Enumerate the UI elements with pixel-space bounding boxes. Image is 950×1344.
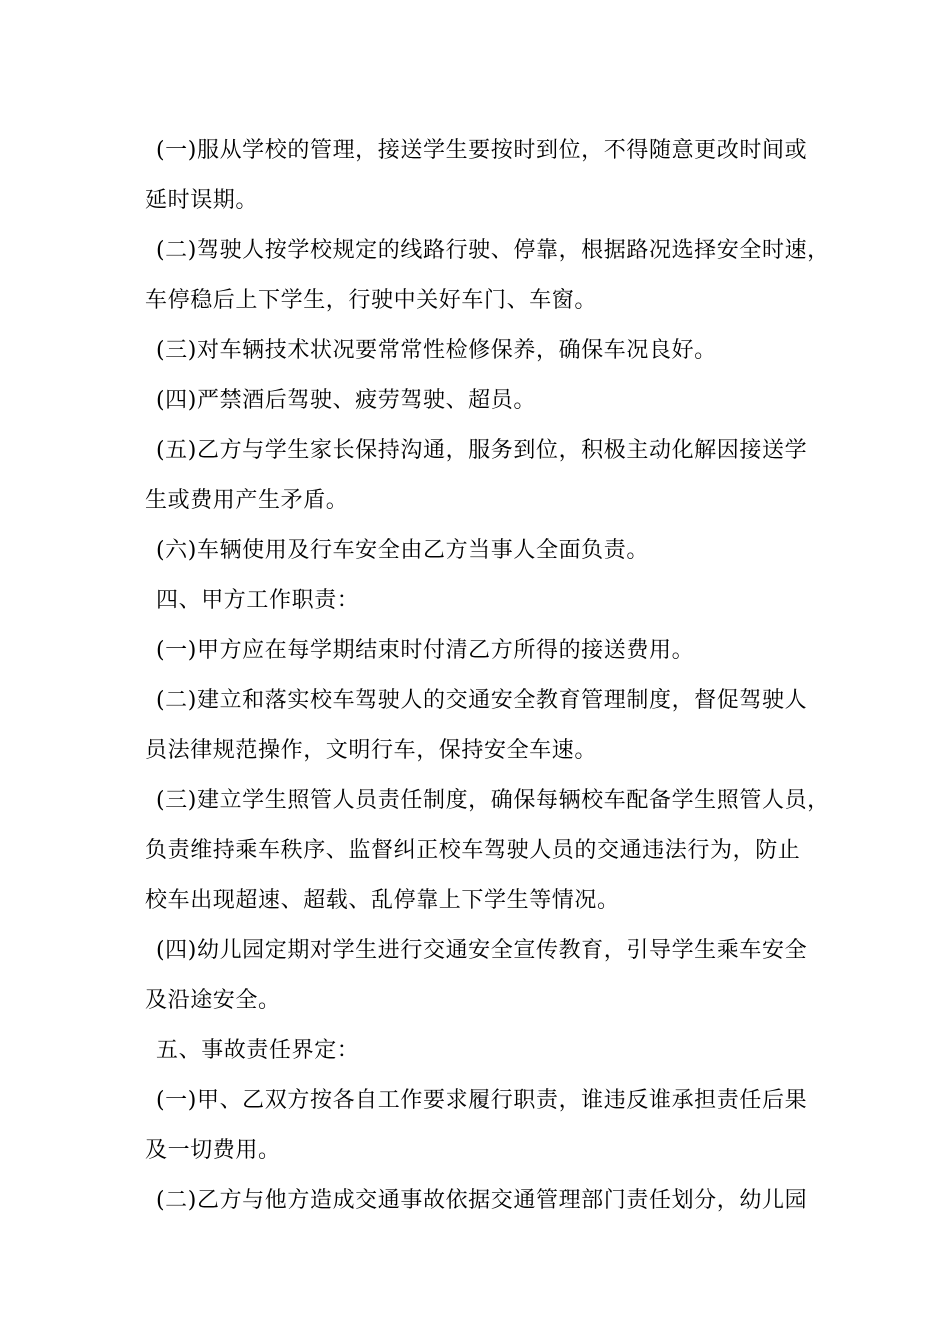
paragraph-line: (五)乙方与学生家长保持沟通，服务到位，积极主动化解因接送学 <box>156 438 808 463</box>
paragraph-line: (一)服从学校的管理，接送学生要按时到位，不得随意更改时间或 <box>156 138 808 163</box>
section-heading: 四、甲方工作职责： <box>156 588 360 613</box>
paragraph-line: (四)幼儿园定期对学生进行交通安全宣传教育，引导学生乘车安全 <box>156 938 808 963</box>
section-heading: 五、事故责任界定： <box>156 1038 360 1063</box>
paragraph-line: 延时误期。 <box>145 188 259 213</box>
paragraph-line: 校车出现超速、超载、乱停靠上下学生等情况。 <box>145 888 620 913</box>
paragraph-line: (二)乙方与他方造成交通事故依据交通管理部门责任划分，幼儿园 <box>156 1188 808 1213</box>
document-body <box>145 126 830 1226</box>
paragraph-line: 及沿途安全。 <box>145 988 281 1013</box>
paragraph-line: (一)甲、乙双方按各自工作要求履行职责，谁违反谁承担责任后果 <box>156 1088 808 1113</box>
paragraph-line: (三)建立学生照管人员责任制度，确保每辆校车配备学生照管人员， <box>156 788 830 813</box>
paragraph-line: (三)对车辆技术状况要常常性检修保养，确保车况良好。 <box>156 338 717 363</box>
paragraph-line: (二)建立和落实校车驾驶人的交通安全教育管理制度，督促驾驶人 <box>156 688 808 713</box>
paragraph-line: (一)甲方应在每学期结束时付清乙方所得的接送费用。 <box>156 638 695 663</box>
paragraph-line: 负责维持乘车秩序、监督纠正校车驾驶人员的交通违法行为，防止 <box>145 838 801 863</box>
paragraph-line: 及一切费用。 <box>145 1138 281 1163</box>
paragraph-line: (六)车辆使用及行车安全由乙方当事人全面负责。 <box>156 538 649 563</box>
paragraph-line: 生或费用产生矛盾。 <box>145 488 349 513</box>
paragraph-line: 员法律规范操作，文明行车，保持安全车速。 <box>145 738 598 763</box>
paragraph-line: 车停稳后上下学生，行驶中关好车门、车窗。 <box>145 288 598 313</box>
paragraph-line: (二)驾驶人按学校规定的线路行驶、停靠，根据路况选择安全时速， <box>156 238 830 263</box>
paragraph-line: (四)严禁酒后驾驶、疲劳驾驶、超员。 <box>156 388 536 413</box>
